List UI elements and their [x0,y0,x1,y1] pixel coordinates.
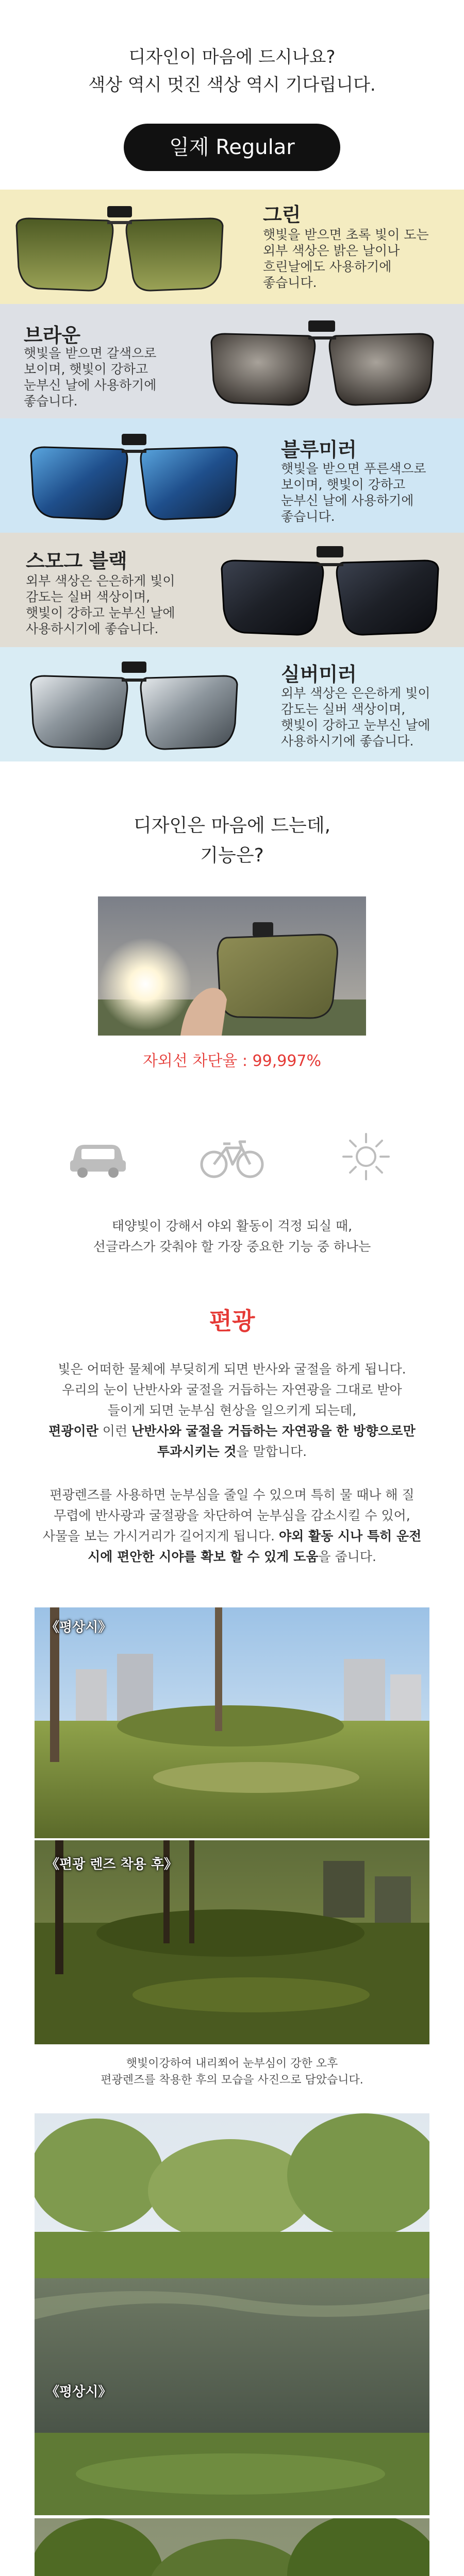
desc-line: 햇빛을 받으면 푸른색으로 [281,461,426,476]
desc-line: 사용하시기에 좋습니다. [26,621,159,636]
regular-pill-badge: 일제 Regular [124,124,340,171]
function-title [0,761,464,871]
color-name-brown: 브라운 [24,324,81,347]
desc-line: 햇빛을 받으면 갈색으로 [24,346,157,361]
desc-line: 좋습니다. [263,275,317,290]
desc-line: 햇빛이 강하고 눈부신 날에 [281,718,430,733]
desc-line: 햇빛을 받으면 초록 빛이 도는 [263,227,429,242]
desc-line: 햇빛이 강하고 눈부신 날에 [26,605,175,620]
color-band-blue-mirror [0,418,464,533]
intro-line-2: 선글라스가 갖춰야 할 가장 중요한 기능 중 하나는 [93,1239,371,1254]
caption-normal-2: 《평상시》 [46,2384,112,2400]
para-line: 우리의 눈이 난반사와 굴절을 거듭하는 자연광을 그대로 받아 [62,1382,402,1397]
sunlight-through-lens-photo [98,896,366,1036]
desc-line: 좋습니다. [281,509,335,524]
para-line: 들이게 되면 눈부심 현상을 일으키게 되는데, [107,1403,357,1418]
note-line: 편광렌즈를 착용한 후의 모습을 사진으로 담았습니다. [101,2074,363,2087]
note-line: 햇빛이강하여 내리쬐어 눈부심이 강한 오후 [126,2057,338,2070]
para-line: 무렵에 반사광과 굴절광을 차단하여 눈부심을 감소시킬 수 있어, [54,1508,410,1523]
caption-normal-1: 《평상시》 [46,1620,112,1635]
para-line [21,1547,443,1567]
desc-line: 감도는 실버 색상이며, [281,702,406,717]
para-text: 을 줍니다. [318,1549,376,1564]
pond-normal-photo [35,2113,429,2515]
color-name-green: 그린 [263,204,301,226]
desc-line: 보이며, 햇빛이 강하고 [281,477,406,492]
color-desc-brown [24,345,156,409]
emphasis: 시에 편안한 시야를 확보 할 수 있게 도움 [88,1549,319,1564]
para-text: 사물을 보는 가시거리가 길어지게 됩니다. [42,1529,279,1544]
desc-line: 외부 색상은 은은하게 빛이 [281,686,430,701]
intro-line-1: 태양빛이 강해서 야외 활동이 걱정 되실 때, [111,1218,353,1233]
para-line: 빛은 어떠한 물체에 부딪히게 되면 반사와 굴절을 하게 됩니다. [58,1362,406,1377]
hero-line-2: 색상 역시 멋진 색상 역시 기다립니다. [88,75,376,95]
color-options [0,190,464,761]
blue-mirror-glasses-image [21,432,247,527]
emphasis: 난반사와 굴절을 거듭하는 자연광을 한 방향으로만 [131,1423,416,1438]
function-title-line-2: 기능은? [200,845,264,866]
desc-line: 외부 색상은 밝은 날이나 [263,243,400,258]
para-text: 을 말합니다. [236,1444,307,1459]
bicycle-icon [193,1128,271,1185]
desc-line: 외부 색상은 은은하게 빛이 [26,573,175,588]
polarized-benefits [0,1485,464,1567]
polarized-explanation [0,1359,464,1462]
photo-note-1 [0,2056,464,2089]
para-line [21,1421,443,1442]
desc-line: 눈부신 날에 사용하기에 [281,493,414,508]
silver-mirror-glasses-image [21,659,247,756]
color-desc-green [263,227,429,291]
brown-glasses-image [201,318,443,411]
color-name-blue-mirror: 블루미러 [281,438,357,461]
hero-line-1: 디자인이 마음에 드시나요? [128,47,336,67]
color-desc-smog-black [26,573,175,637]
sun-icon [327,1128,405,1185]
desc-line: 사용하시기에 좋습니다. [281,734,414,749]
color-band-smog-black [0,533,464,647]
emphasis: 투과시키는 것 [157,1444,237,1459]
color-desc-blue-mirror [281,461,426,524]
emphasis: 야외 활동 시나 특히 운전 [278,1529,422,1544]
para-line [21,1526,443,1547]
para-text: 이런 [98,1423,132,1438]
caption-lens-1: 《편광 렌즈 착용 후》 [46,1857,177,1872]
desc-line: 감도는 실버 색상이며, [26,589,151,604]
car-icon [59,1128,137,1185]
smog-black-glasses-image [211,544,449,642]
park-polarized-photo [35,1840,429,2044]
desc-line: 보이며, 햇빛이 강하고 [24,362,148,377]
color-name-silver-mirror: 실버미러 [281,663,357,686]
polarized-heading: 편광 [209,1307,255,1335]
desc-line: 눈부신 날에 사용하기에 [24,378,157,393]
hero-title [0,0,464,99]
desc-line: 흐린날에도 사용하기에 [263,259,392,274]
uv-block-rate: 자외선 차단율 : 99,997% [142,1052,322,1070]
emphasis: 편광이란 [48,1423,98,1438]
park-normal-photo [35,1607,429,1838]
function-intro [0,1216,464,1257]
color-desc-silver-mirror [281,685,430,749]
function-title-line-1: 디자인은 마음에 드는데, [133,815,331,836]
color-band-green [0,190,464,304]
desc-line: 좋습니다. [24,394,78,409]
para-line: 편광렌즈를 사용하면 눈부심을 줄일 수 있으며 특히 물 때나 해 질 [49,1487,415,1502]
color-band-brown [0,304,464,418]
color-name-smog-black: 스모그 블랙 [26,550,127,572]
activity-icons [0,1128,464,1185]
pond-polarized-photo [35,2518,429,2576]
para-line [21,1442,443,1462]
green-glasses-image [6,200,233,298]
color-band-silver-mirror [0,647,464,761]
